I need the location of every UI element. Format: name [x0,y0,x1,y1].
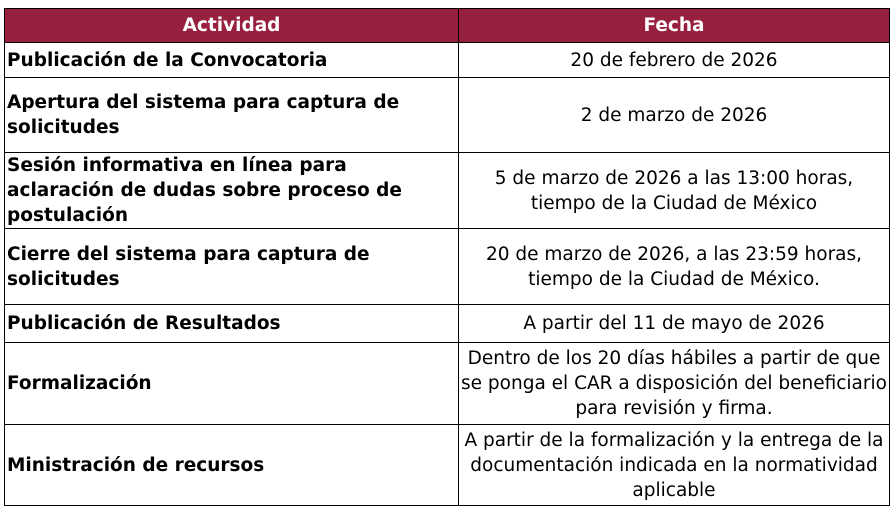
table-row [5,78,890,153]
activity-cell: Sesión informativa en línea para aclaración de dudas sobre proceso de postulación [5,153,459,229]
table-row [5,305,890,343]
column-header-activity: Actividad [5,9,459,43]
table-row [5,343,890,425]
table-header-row [5,9,890,43]
activity-cell: Cierre del sistema para captura de solicitudes [5,229,459,305]
date-cell: 20 de marzo de 2026, a las 23:59 horas, tiempo de la Ciudad de México. [459,229,890,305]
table-row [5,43,890,78]
table-row [5,153,890,229]
date-cell: 20 de febrero de 2026 [459,43,890,78]
table-row [5,425,890,506]
date-cell: A partir del 11 de mayo de 2026 [459,305,890,343]
date-cell: A partir de la formalización y la entrega de la documentación indicada en la normatividad aplicable [459,425,890,506]
activity-cell: Ministración de recursos [5,425,459,506]
table-row [5,229,890,305]
date-cell: 2 de marzo de 2026 [459,78,890,153]
date-cell: 5 de marzo de 2026 a las 13:00 horas, tiempo de la Ciudad de México [459,153,890,229]
schedule-table [4,8,890,506]
activity-cell: Publicación de la Convocatoria [5,43,459,78]
activity-cell: Publicación de Resultados [5,305,459,343]
date-cell: Dentro de los 20 días hábiles a partir de que se ponga el CAR a disposición del beneficiario para revisión y firma. [459,343,890,425]
activity-cell: Apertura del sistema para captura de solicitudes [5,78,459,153]
column-header-date: Fecha [459,9,890,43]
activity-cell: Formalización [5,343,459,425]
